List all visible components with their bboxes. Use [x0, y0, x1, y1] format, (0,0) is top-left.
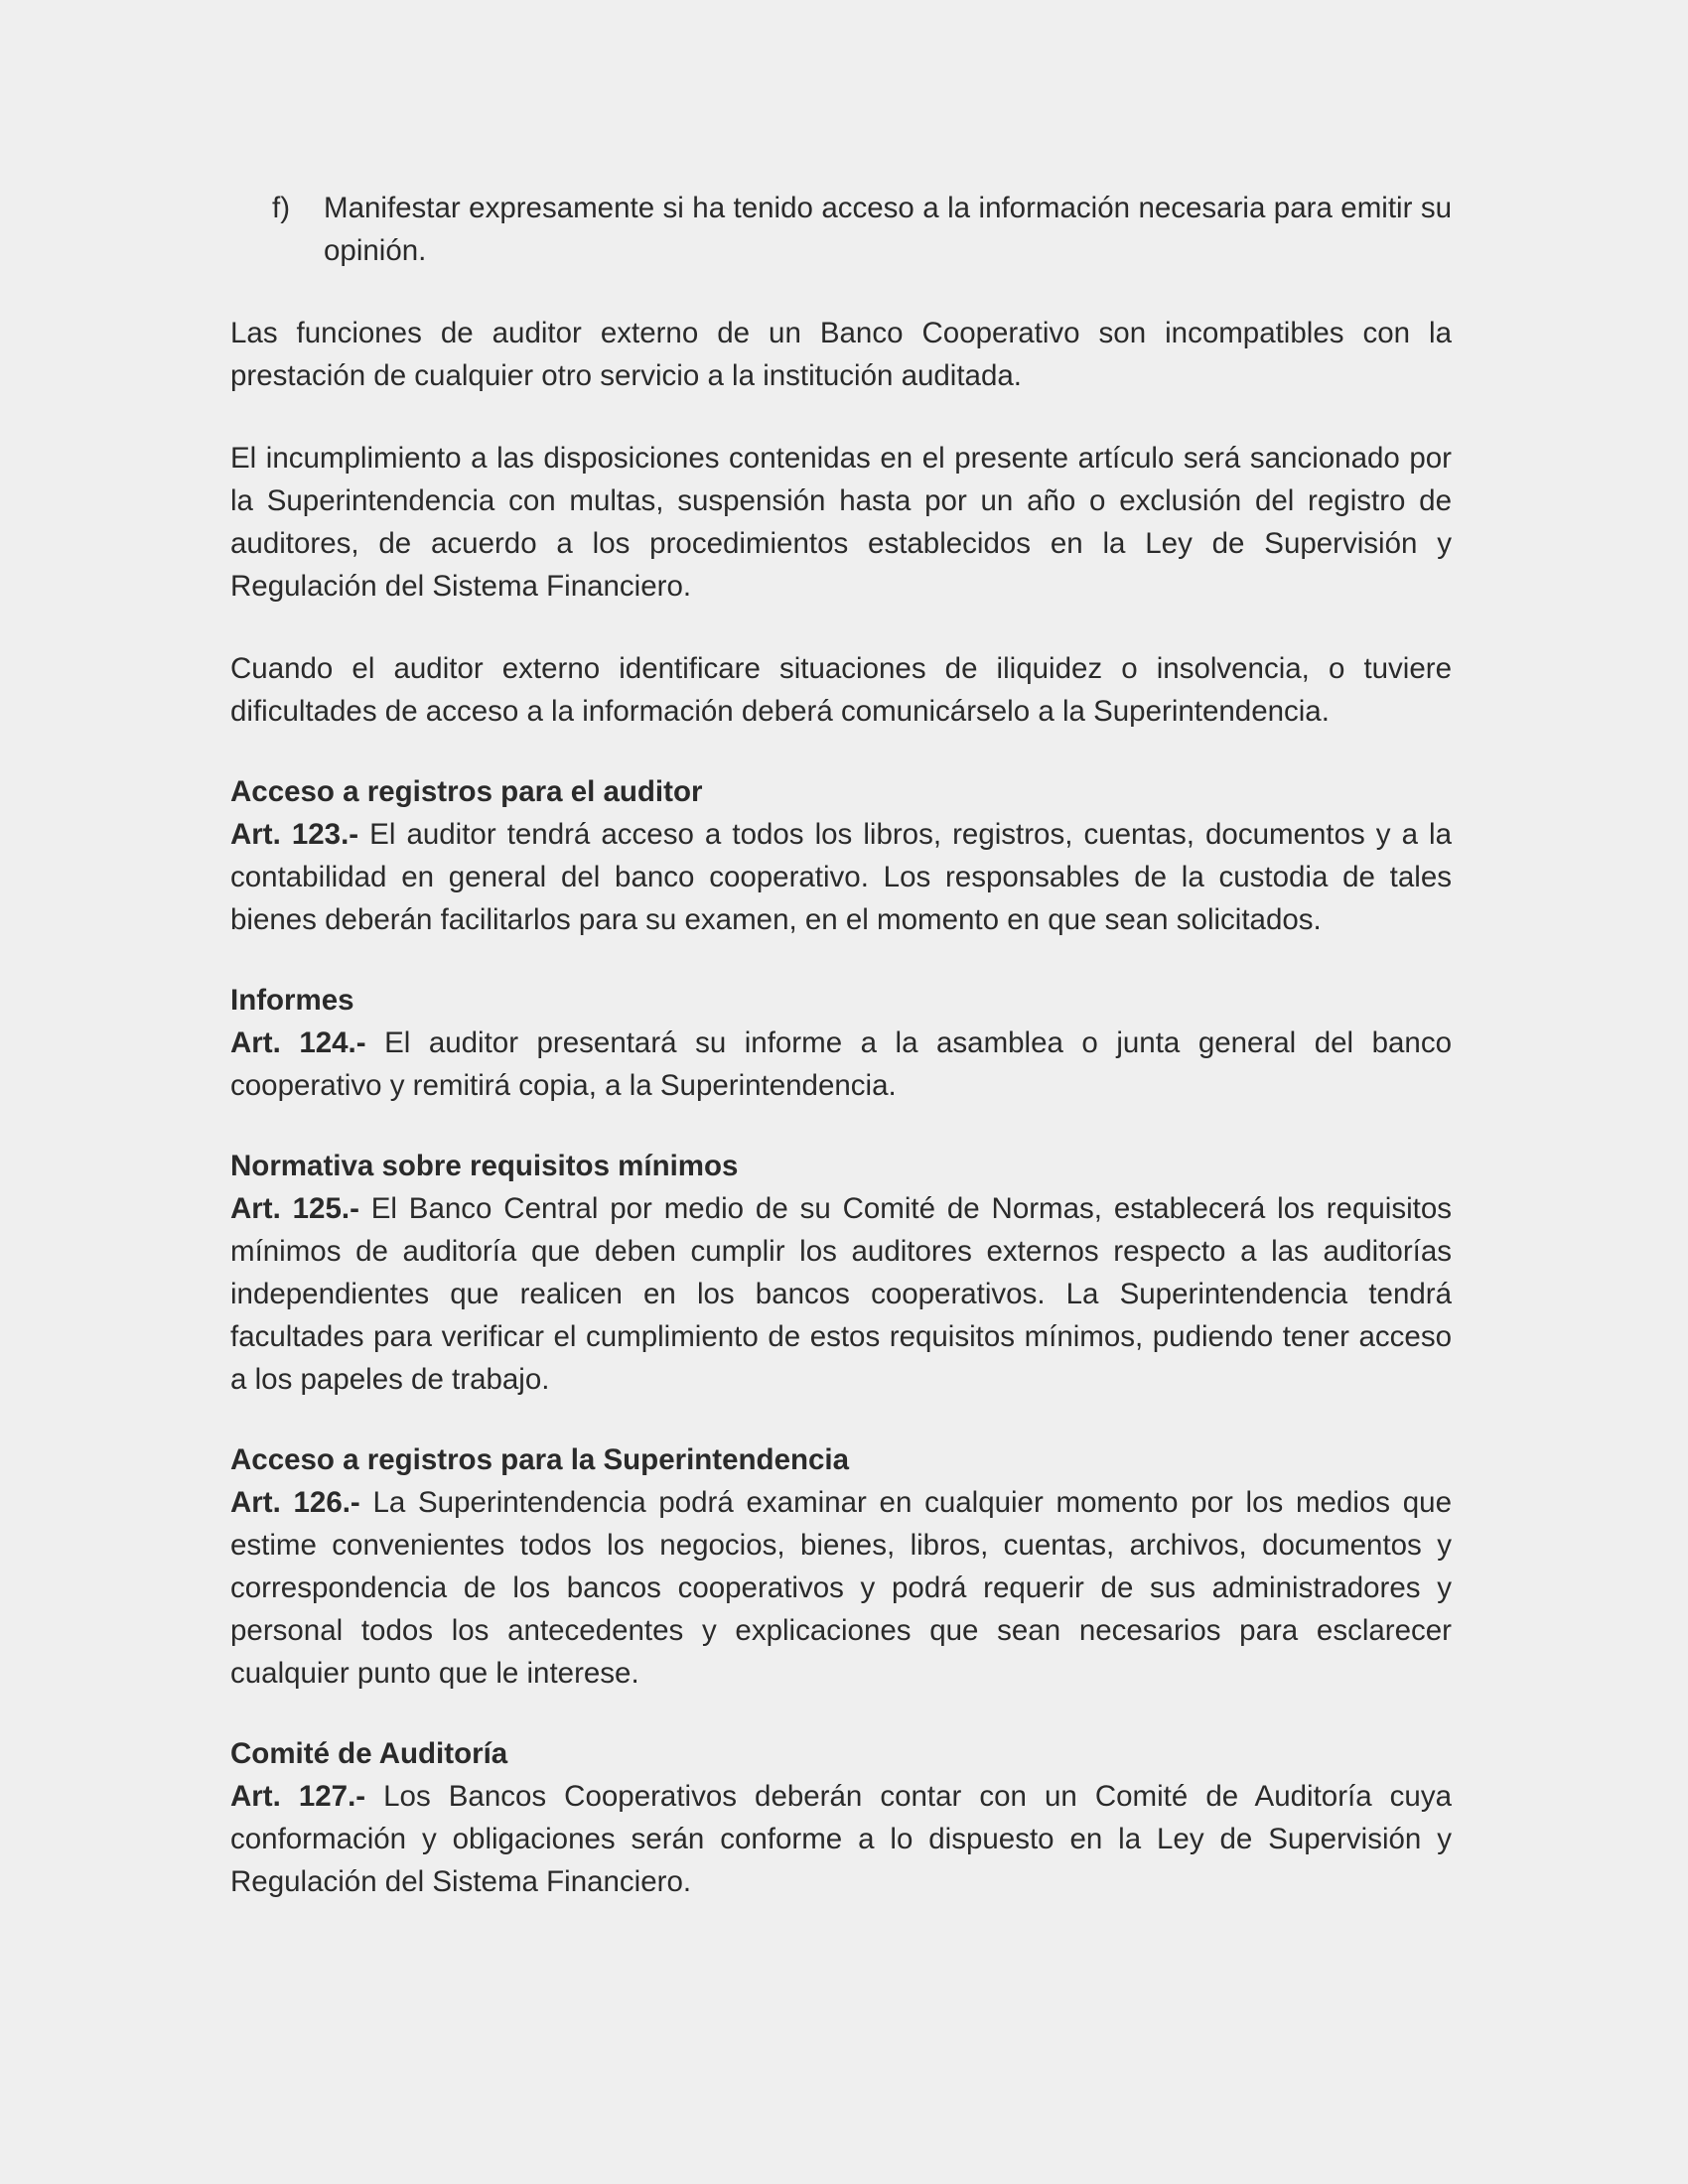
paragraph-incumplimiento: El incumplimiento a las disposiciones contenidas en el presente artículo será sancionado por la Superintendencia con multas, suspensión hasta por un año o exclusión del registro de auditores, de acuerdo a los procedimientos establecidos en la Ley de Supervisión y Regulación del Sistema Financiero. [230, 442, 1452, 603]
section-art-123 [230, 770, 1452, 941]
document-body [230, 187, 1452, 1903]
article-text [230, 1187, 1452, 1401]
article-number: Art. 125.- [230, 1192, 359, 1225]
section-heading: Normativa sobre requisitos mínimos [230, 1150, 739, 1182]
article-body: El auditor tendrá acceso a todos los libros, registros, cuentas, documentos y a la contabilidad en general del banco cooperativo. Los responsables de la custodia de tales bienes deberán facilitarlos para su examen, en el momento en que sean solicitados. [230, 818, 1453, 936]
section-art-125 [230, 1145, 1452, 1401]
section-art-124 [230, 979, 1452, 1107]
article-body: La Superintendencia podrá examinar en cualquier momento por los medios que estime convenientes todos los negocios, bienes, libros, cuentas, archivos, documentos y correspondencia de los bancos cooperativos y podrá requerir de sus administradores y personal todos los antecedentes y explicaciones que sean necesarios para esclarecer cualquier punto que le interese. [230, 1486, 1452, 1690]
article-number: Art. 126.- [230, 1486, 360, 1519]
list-item-f [272, 187, 1452, 272]
article-body: El Banco Central por medio de su Comité de Normas, establecerá los requisitos mínimos de auditoría que deben cumplir los auditores externos respecto a las auditorías independientes que realicen en los bancos cooperativos. La Superintendencia tendrá facultades para verificar el cumplimiento de estos requisitos mínimos, pudiendo tener acceso a los papeles de trabajo. [230, 1192, 1452, 1396]
section-heading: Informes [230, 984, 354, 1017]
section-art-127 [230, 1732, 1452, 1903]
article-number: Art. 127.- [230, 1780, 366, 1813]
article-text [230, 813, 1452, 941]
paragraph-incompatibilidad: Las funciones de auditor externo de un Banco Cooperativo son incompatibles con la prestación de cualquier otro servicio a la institución auditada. [230, 317, 1452, 392]
article-number: Art. 123.- [230, 818, 359, 851]
section-heading: Acceso a registros para la Superintendencia [230, 1443, 850, 1476]
section-art-126 [230, 1438, 1452, 1695]
paragraph-iliquidez: Cuando el auditor externo identificare situaciones de iliquidez o insolvencia, o tuviere dificultades de acceso a la información deberá comunicárselo a la Superintendencia. [230, 652, 1452, 728]
article-body: El auditor presentará su informe a la asamblea o junta general del banco cooperativo y remitirá copia, a la Superintendencia. [230, 1026, 1452, 1102]
article-text [230, 1022, 1452, 1107]
section-heading: Comité de Auditoría [230, 1737, 508, 1770]
list-marker: f) [272, 192, 291, 224]
section-heading: Acceso a registros para el auditor [230, 775, 703, 808]
list-item-text: Manifestar expresamente si ha tenido acceso a la información necesaria para emitir su opinión. [324, 192, 1452, 267]
article-body: Los Bancos Cooperativos deberán contar con un Comité de Auditoría cuya conformación y obligaciones serán conforme a lo dispuesto en la Ley de Supervisión y Regulación del Sistema Financiero. [230, 1780, 1452, 1898]
article-number: Art. 124.- [230, 1026, 366, 1059]
article-text [230, 1775, 1452, 1903]
article-text [230, 1481, 1452, 1695]
